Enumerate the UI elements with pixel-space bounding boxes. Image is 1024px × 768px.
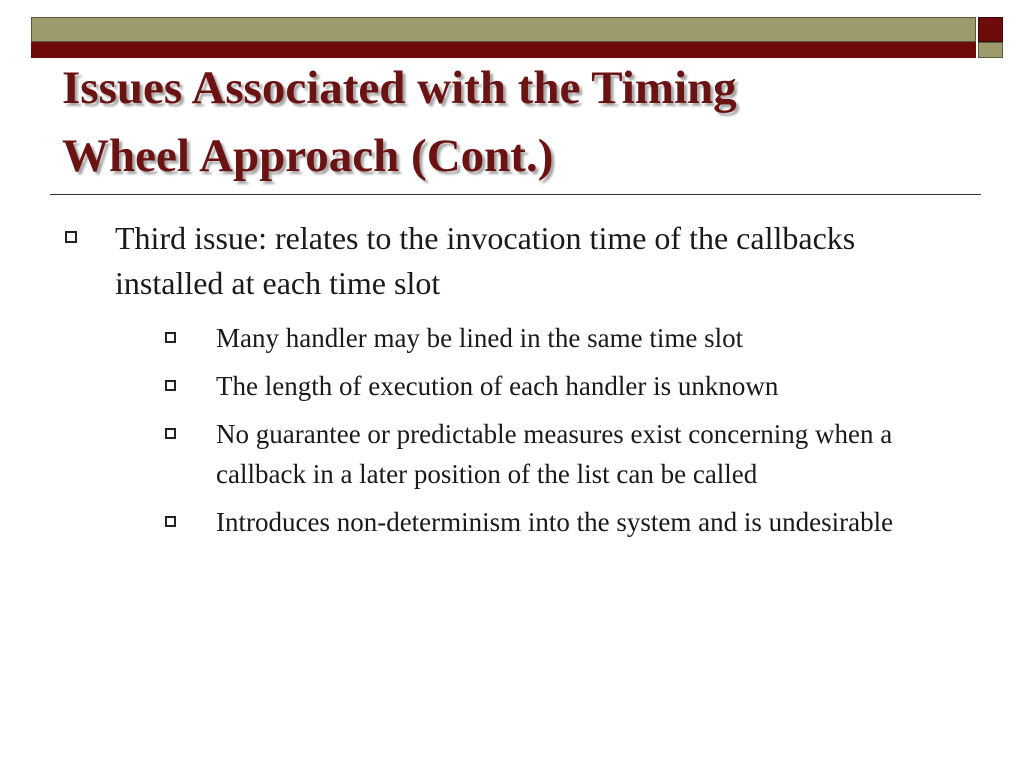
corner-square-maroon [978, 17, 1003, 42]
sub-bullet-text: No guarantee or predictable measures exist concerning when a callback in a later position of the list can be called [216, 419, 893, 489]
corner-square-olive [978, 42, 1003, 58]
hollow-square-bullet-icon [165, 332, 176, 343]
hollow-square-bullet-icon [165, 516, 176, 527]
sub-bullet-text: Many handler may be lined in the same time slot [216, 323, 744, 353]
slide-title-line-2: Wheel Approach (Cont.) [62, 130, 554, 182]
sub-bullet-text: The length of execution of each handler is unknown [216, 371, 779, 401]
hollow-square-bullet-icon [65, 231, 77, 243]
hollow-square-bullet-icon [165, 380, 176, 391]
title-divider [50, 194, 981, 195]
main-bullet-text: Third issue: relates to the invocation time of the callbacks installed at each time slot [115, 220, 856, 301]
slide-title [62, 54, 962, 190]
hollow-square-bullet-icon [165, 428, 176, 439]
slide-title-line-1: Issues Associated with the Timing [62, 62, 737, 114]
sub-bullet-item [165, 502, 945, 542]
sub-bullet-item [165, 414, 945, 494]
header-band-olive [31, 17, 976, 42]
sub-bullet-item [165, 366, 945, 406]
sub-bullet-item [165, 318, 945, 358]
sub-bullet-text: Introduces non-determinism into the system and is undesirable [216, 507, 894, 537]
sub-bullet-list [165, 318, 945, 550]
